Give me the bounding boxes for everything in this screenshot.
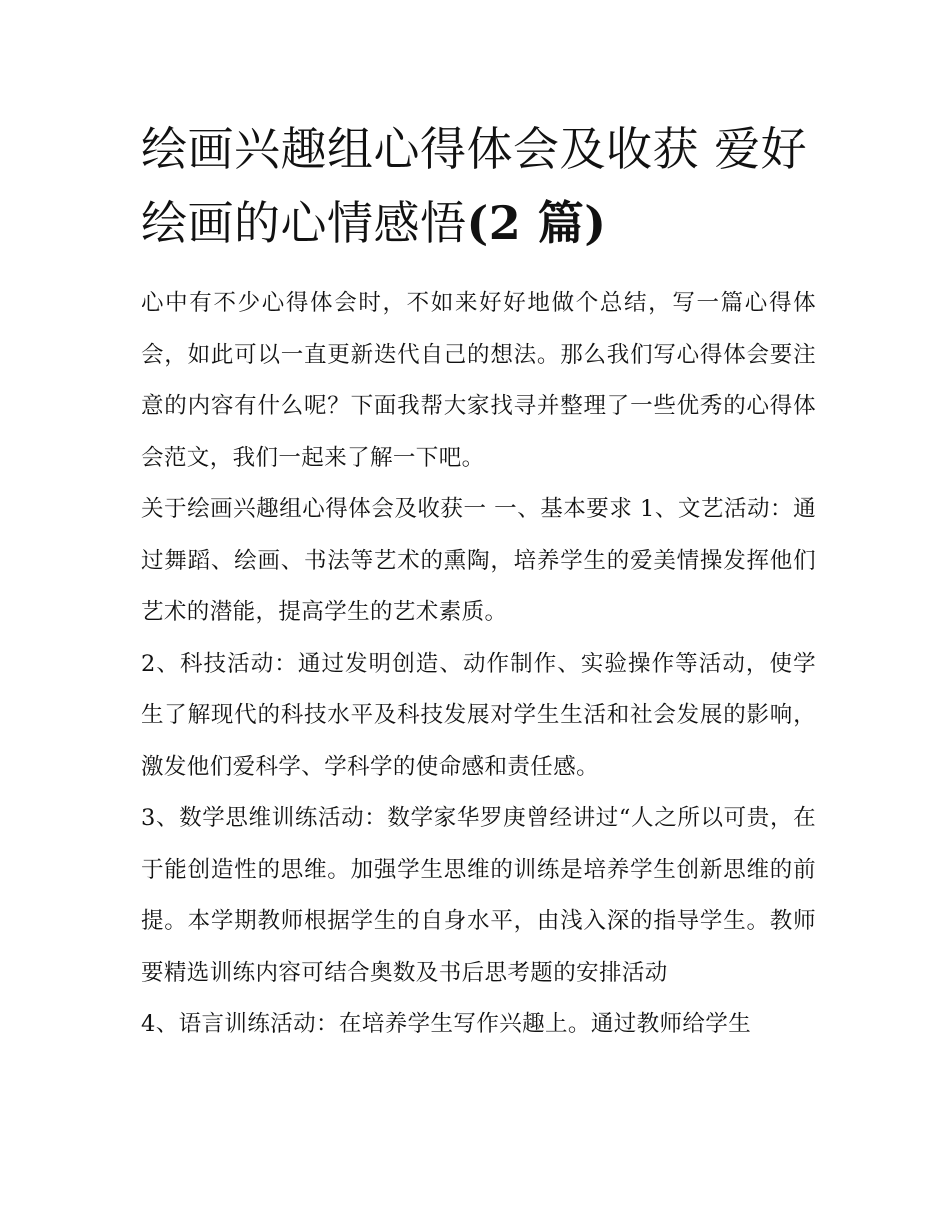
document-title xyxy=(141,112,816,260)
paragraph-intro: 心中有不少心得体会时，不如来好好地做个总结，写一篇心得体会，如此可以一直更新迭代自己的想法。那么我们写心得体会要注意的内容有什么呢？下面我帮大家找寻并整理了一些优秀的心得体会范文，我们一起来了解一下吧。 xyxy=(141,290,816,471)
document-title-text: 绘画兴趣组心得体会及收获 爱好绘画的心情感悟 xyxy=(141,122,808,250)
document-title-suffix: (2 篇) xyxy=(466,196,607,250)
document-body xyxy=(141,112,816,1051)
paragraph-tech-activities: 2、科技活动：通过发明创造、动作制作、实验操作等活动，使学生了解现代的科技水平及科技发展对学生生活和社会发展的影响，激发他们爱科学、学科学的使命感和责任感。 xyxy=(141,650,816,780)
paragraph-language-training: 4、语言训练活动：在培养学生写作兴趣上。通过教师给学生 xyxy=(141,1011,752,1037)
paragraph-basic-requirements: 关于绘画兴趣组心得体会及收获一 一、基本要求 1、文艺活动：通过舞蹈、绘画、书法等艺术的熏陶，培养学生的爱美情操发挥他们艺术的潜能，提高学生的艺术素质。 xyxy=(141,496,816,625)
paragraph-math-training: 3、数学思维训练活动：数学家华罗庚曾经讲过“人之所以可贵，在于能创造性的思维。加强学生思维的训练是培养学生创新思维的前提。本学期教师根据学生的自身水平，由浅入深的指导学生。教师要精选训练内容可结合奥数及书后思考题的安排活动 xyxy=(141,805,816,986)
